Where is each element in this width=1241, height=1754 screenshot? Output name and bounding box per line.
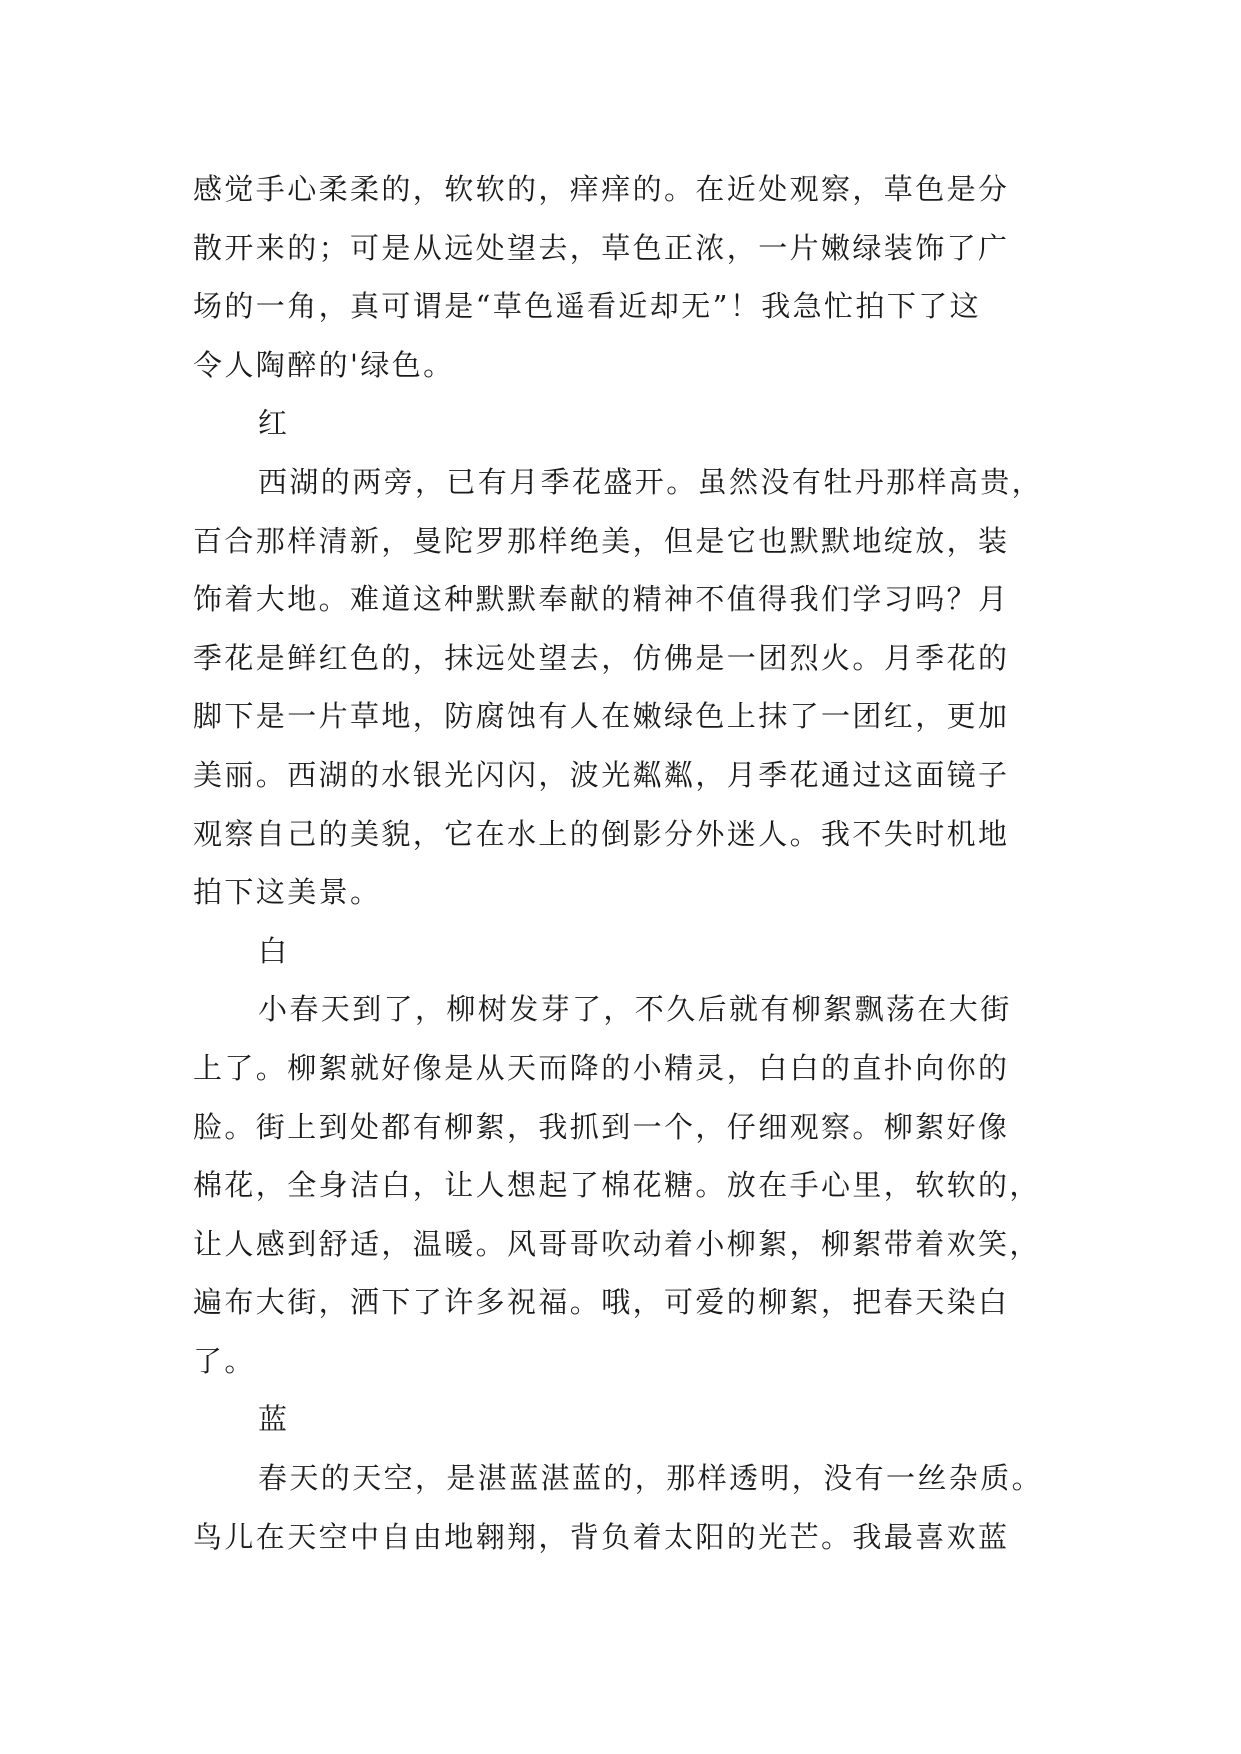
section-heading-white: 白: [258, 933, 290, 968]
section-heading-red: 红: [258, 406, 290, 441]
section-heading-blue: 蓝: [258, 1402, 290, 1437]
text-line: 百合那样清新，曼陀罗那样绝美，但是它也默默地绽放，装: [193, 523, 1010, 558]
text-line: 鸟儿在天空中自由地翱翔，背负着太阳的光芒。我最喜欢蓝: [193, 1519, 1010, 1554]
text-line: 观察自己的美貌，它在水上的倒影分外迷人。我不失时机地: [193, 816, 1010, 851]
text-line: 了。: [193, 1343, 256, 1378]
text-line: 美丽。西湖的水银光闪闪，波光粼粼，月季花通过这面镜子: [193, 757, 1010, 792]
document-body: [193, 160, 1055, 1566]
text-line: 散开来的；可是从远处望去，草色正浓，一片嫩绿装饰了广: [193, 230, 1010, 265]
text-line: 上了。柳絮就好像是从天而降的小精灵，白白的直扑向你的: [193, 1050, 1010, 1085]
paragraph-start: 春天的天空，是湛蓝湛蓝的，那样透明，没有一丝杂质。: [258, 1461, 1044, 1496]
text-line: 饰着大地。难道这种默默奉献的精神不值得我们学习吗？月: [193, 582, 1010, 617]
text-line: 棉花，全身洁白，让人想起了棉花糖。放在手心里，软软的，: [193, 1168, 1041, 1203]
text-line: 脚下是一片草地，防腐蚀有人在嫩绿色上抹了一团红，更加: [193, 699, 1010, 734]
text-line: 令人陶醉的'绿色。: [193, 347, 455, 382]
paragraph-start: 小春天到了，柳树发芽了，不久后就有柳絮飘荡在大街: [258, 992, 1012, 1027]
text-line: 感觉手心柔柔的，软软的，痒痒的。在近处观察，草色是分: [193, 172, 1010, 206]
text-line: 场的一角，真可谓是“草色遥看近却无”！我急忙拍下了这: [193, 289, 982, 324]
text-line: 让人感到舒适，温暖。风哥哥吹动着小柳絮，柳絮带着欢笑，: [193, 1226, 1041, 1261]
text-line: 拍下这美景。: [193, 875, 382, 910]
text-line: 遍布大街，洒下了许多祝福。哦，可爱的柳絮，把春天染白: [193, 1285, 1010, 1320]
text-line: 季花是鲜红色的，抹远处望去，仿佛是一团烈火。月季花的: [193, 640, 1010, 675]
text-line: 脸。街上到处都有柳絮，我抓到一个，仔细观察。柳絮好像: [193, 1109, 1010, 1144]
paragraph-start: 西湖的两旁，已有月季花盛开。虽然没有牡丹那样高贵，: [258, 464, 1044, 499]
